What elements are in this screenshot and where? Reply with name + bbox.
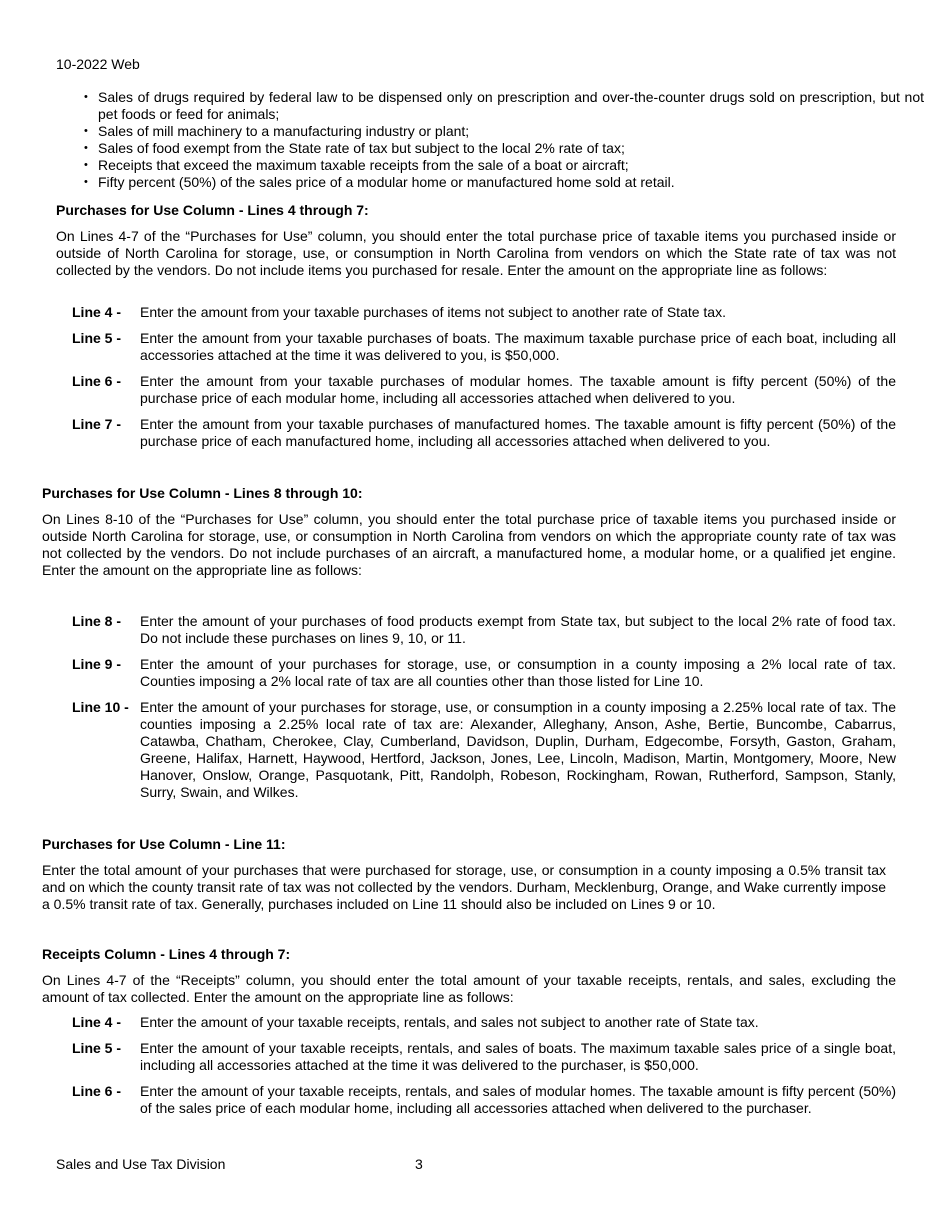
line-text: Enter the amount from your taxable purchases of boats. The maximum taxable purchase price of each boat, including all accessories attached at the time it was delivered to you, is $50,000. <box>140 330 896 363</box>
line-label: Line 4 - <box>72 1014 122 1030</box>
section-intro: On Lines 4-7 of the “Receipts” column, you should enter the total amount of your taxable receipts, rentals, and sales, excluding the amount of tax collected. Enter the amount on the appropriate line as follows: <box>42 972 896 1005</box>
line-label: Line 8 - <box>72 613 122 629</box>
footer-division: Sales and Use Tax Division <box>56 1156 226 1172</box>
section-heading: Purchases for Use Column - Lines 8 through 10: <box>42 485 363 501</box>
line-label: Line 10 - <box>72 699 129 715</box>
line-item <box>72 304 896 321</box>
line-text: Enter the amount from your taxable purchases of manufactured homes. The taxable amount is fifty percent (50%) of the purchase price of each manufactured home, including all accessories attached when delivered to you. <box>140 416 896 449</box>
line-item <box>72 1040 896 1074</box>
line-item <box>72 656 896 690</box>
form-version: 10-2022 Web <box>56 56 140 72</box>
list-item: • Receipts that exceed the maximum taxable receipts from the sale of a boat or aircraft; <box>98 157 924 174</box>
list-item: • Sales of drugs required by federal law to be dispensed only on prescription and over-the-counter drugs sold on prescription, but not pet foods or feed for animals; <box>98 89 924 123</box>
section-heading: Receipts Column - Lines 4 through 7: <box>42 946 291 962</box>
section-intro: On Lines 4-7 of the “Purchases for Use” column, you should enter the total purchase price of taxable items you purchased inside or outside of North Carolina for storage, use, or consumption in North Carolina from vendors on which the State rate of tax was not collected by the vendors. Do not include items you purchased for resale. Enter the amount on the appropriate line as follows: <box>56 228 896 278</box>
line-text: Enter the amount of your taxable receipts, rentals, and sales of modular homes. The taxable amount is fifty percent (50%) of the sales price of each modular home, including all accessories attached when delivered to the purchaser. <box>140 1083 896 1116</box>
line-label: Line 6 - <box>72 1083 122 1099</box>
section-heading: Purchases for Use Column - Line 11: <box>42 836 286 852</box>
line-text: Enter the amount of your taxable receipts, rentals, and sales not subject to another rate of State tax. <box>140 1014 759 1030</box>
line-label: Line 5 - <box>72 330 122 346</box>
line-label: Line 7 - <box>72 416 122 432</box>
line-label: Line 5 - <box>72 1040 122 1056</box>
section-intro: Enter the total amount of your purchases that were purchased for storage, use, or consumption in a county imposing a 0.5% transit tax and on which the county transit rate of tax was not collected by the vendors. Durham, Mecklenburg, Orange, and Wake currently impose a 0.5% transit rate of tax. Generally, purchases included on Line 11 should also be included on Lines 9 or 10. <box>42 862 886 912</box>
line-item <box>72 613 896 647</box>
page-number: 3 <box>415 1156 423 1172</box>
line-item <box>72 1083 896 1117</box>
line-item <box>72 1014 896 1031</box>
section-heading: Purchases for Use Column - Lines 4 through 7: <box>56 202 369 218</box>
line-label: Line 9 - <box>72 656 122 672</box>
list-item: • Sales of food exempt from the State rate of tax but subject to the local 2% rate of tax; <box>98 140 924 157</box>
line-label: Line 6 - <box>72 373 122 389</box>
line-item <box>72 373 896 407</box>
line-item <box>72 416 896 450</box>
list-item: • Sales of mill machinery to a manufacturing industry or plant; <box>98 123 924 140</box>
line-label: Line 4 - <box>72 304 122 320</box>
line-text: Enter the amount of your purchases of food products exempt from State tax, but subject to the local 2% rate of food tax. Do not include these purchases on lines 9, 10, or 11. <box>140 613 896 646</box>
line-item <box>72 330 896 364</box>
line-text: Enter the amount of your taxable receipts, rentals, and sales of boats. The maximum taxable sales price of a single boat, including all accessories attached at the time it was delivered to the purchaser, is $50,000. <box>140 1040 896 1073</box>
line-text: Enter the amount of your purchases for storage, use, or consumption in a county imposing a 2% local rate of tax. Counties imposing a 2% local rate of tax are all counties other than those listed for Line 10. <box>140 656 896 689</box>
section-intro: On Lines 8-10 of the “Purchases for Use” column, you should enter the total purchase price of taxable items you purchased inside or outside North Carolina for storage, use, or consumption in North Carolina from vendors on which the appropriate county rate of tax was not collected by the vendors. Do not include purchases of an aircraft, a manufactured home, a modular home, or a qualified jet engine. Enter the amount on the appropriate line as follows: <box>42 511 896 578</box>
line-text: Enter the amount from your taxable purchases of items not subject to another rate of State tax. <box>140 304 726 320</box>
taxable-items-list <box>70 89 924 191</box>
line-text: Enter the amount from your taxable purchases of modular homes. The taxable amount is fifty percent (50%) of the purchase price of each modular home, including all accessories attached when delivered to you. <box>140 373 896 406</box>
line-item <box>72 699 896 801</box>
list-item: • Fifty percent (50%) of the sales price of a modular home or manufactured home sold at retail. <box>98 174 924 191</box>
line-text: Enter the amount of your purchases for storage, use, or consumption in a county imposing a 2.25% local rate of tax. The counties imposing a 2.25% local rate of tax are: Alexander, Alleghany, Anson, Ashe, Bertie, Buncombe, Cabarrus, Catawba, Chatham, Cherokee, Clay, Cumberland, Davidson, Duplin, Durham, Edgecombe, Forsyth, Gaston, Graham, Greene, Halifax, Harnett, Haywood, Hertford, Jackson, Jones, Lee, Lincoln, Madison, Martin, Montgomery, Moore, New Hanover, Onslow, Orange, Pasquotank, Pitt, Randolph, Robeson, Rockingham, Rowan, Rutherford, Sampson, Stanly, Surry, Swain, and Wilkes. <box>140 699 896 800</box>
